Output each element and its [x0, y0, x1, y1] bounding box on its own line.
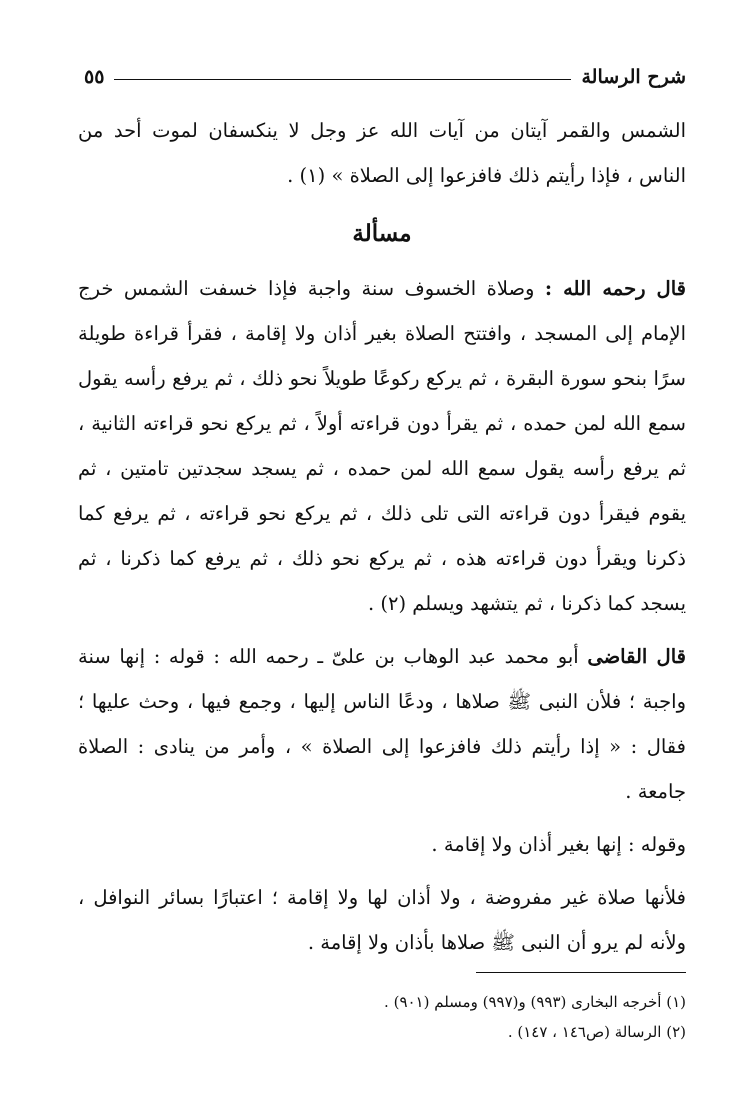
sharh-text: أبو محمد عبد الوهاب بن علىّ ـ رحمه الله : قوله : إنها سنة واجبة ؛ فلأن النبى ﷺ صلاها ، ودعًا الناس إليها ، وجمع فيها ، وحث عليها ؛ فقال : « إذا رأيتم ذلك فافزعوا إلى الصلاة » ، وأمر من ينادى : الصلاة جامعة .: [78, 645, 686, 803]
matn-lead: قال رحمه الله :: [544, 277, 686, 300]
paragraph-reason: فلأنها صلاة غير مفروضة ، ولا أذان لها ولا إقامة ؛ اعتبارًا بسائر النوافل ، ولأنه لم يرو أن النبى ﷺ صلاها بأذان ولا إقامة .: [78, 886, 686, 954]
page-number: ٥٥: [84, 66, 105, 88]
page-body: [78, 108, 686, 965]
paragraph-qawluhu: وقوله : إنها بغير أذان ولا إقامة .: [431, 833, 686, 856]
sharh-paragraph: [78, 634, 686, 814]
footnote-1: (١) أخرجه البخارى (٩٩٣) و(٩٩٧) ومسلم (٩٠١) .: [384, 993, 686, 1011]
section-title: مسألة: [352, 220, 412, 247]
footnote-rule: [476, 972, 686, 973]
matn-paragraph: [78, 266, 686, 626]
footnote-2: (٢) الرسالة (ص١٤٦ ، ١٤٧) .: [507, 1023, 686, 1041]
footnotes: [78, 972, 686, 1047]
running-header: [84, 62, 686, 92]
header-rule: [114, 79, 571, 80]
running-title: شرح الرسالة: [581, 66, 686, 88]
matn-text: وصلاة الخسوف سنة واجبة فإذا خسفت الشمس خرج الإمام إلى المسجد ، وافتتح الصلاة بغير أذان ولا إقامة ، فقرأ قراءة طويلة سرًا بنحو سورة البقرة ، ثم يركع ركوعًا طويلاً نحو ذلك ، ثم يرفع رأسه يقول سمع الله لمن حمده ، ثم يقرأ دون قراءته أولاً ، ثم يركع نحو قراءته الثانية ، ثم يرفع رأسه يقول سمع الله لمن حمده ، ثم يسجد سجدتين تامتين ، ثم يقوم فيقرأ دون قراءته التى تلى ذلك ، ثم يركع نحو قراءته ، ثم يرفع كما ذكرنا ويقرأ دون قراءته هذه ، ثم يركع نحو ذلك ، ثم يرفع كما ذكرنا ، ثم يسجد كما ذكرنا ، ثم يتشهد ويسلم (٢) .: [78, 277, 686, 615]
paragraph-continuation: الشمس والقمر آيتان من آيات الله عز وجل لا ينكسفان لموت أحد من الناس ، فإذا رأيتم ذلك فافزعوا إلى الصلاة » (١) .: [78, 119, 686, 187]
sharh-lead: قال القاضى: [587, 645, 686, 668]
